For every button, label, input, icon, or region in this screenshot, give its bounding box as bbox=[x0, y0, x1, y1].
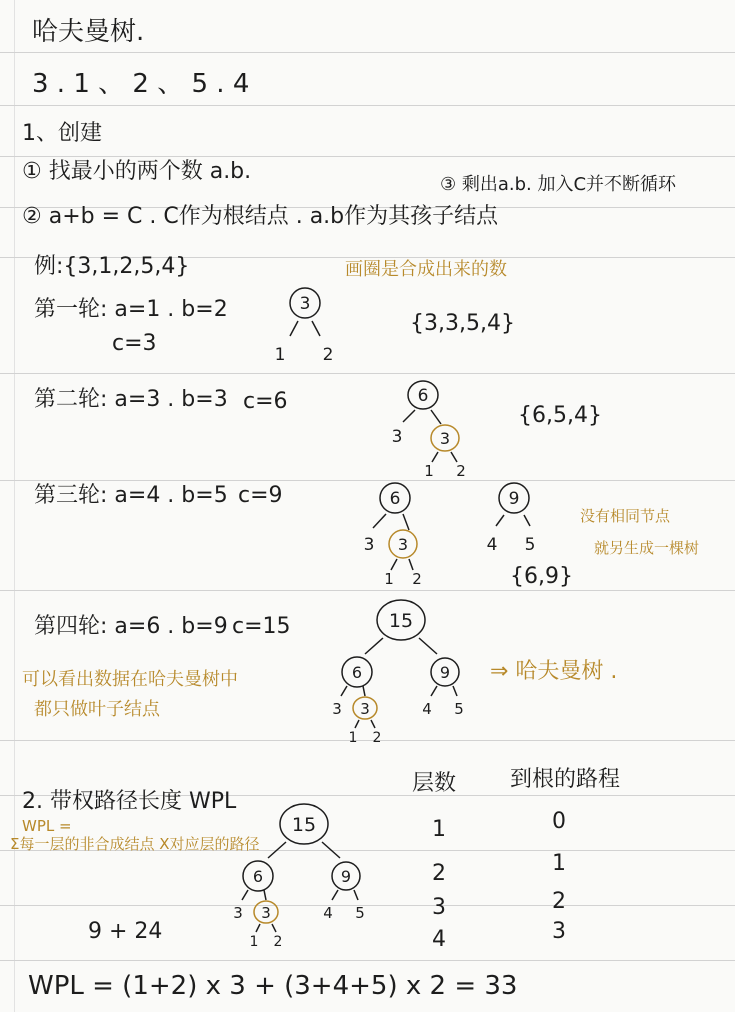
step3-text: ③ 剩出a.b. 加入C并不断循环 bbox=[440, 174, 677, 195]
section1-heading: 1、创建 bbox=[22, 121, 102, 146]
tree-node-value: 6 bbox=[389, 489, 401, 509]
tree-node-value: 5 bbox=[355, 904, 365, 922]
note-circled: 画圈是合成出来的数 bbox=[345, 259, 507, 280]
note-no-common-2: 就另生成一棵树 bbox=[594, 539, 700, 557]
tree-edge bbox=[409, 559, 413, 570]
tree-node-value: 3 bbox=[391, 427, 403, 447]
tree-node-value: 6 bbox=[351, 663, 363, 682]
tree-node-value: 5 bbox=[524, 535, 536, 555]
tree-node-value: 1 bbox=[384, 570, 394, 588]
tree-node-value: 4 bbox=[486, 535, 498, 555]
step1-text: ① 找最小的两个数 a.b. bbox=[22, 159, 252, 184]
tree-node-value: 9 bbox=[508, 489, 520, 509]
tree-round4 bbox=[325, 596, 485, 746]
tree-node-value: 2 bbox=[412, 570, 422, 588]
wpl-formula: WPL = (1+2) x 3 + (3+4+5) x 2 = 33 bbox=[28, 971, 518, 1001]
tree-node-value: 3 bbox=[363, 535, 375, 555]
tree-edge bbox=[431, 410, 441, 424]
tree-edge bbox=[354, 890, 358, 900]
tree-edge bbox=[312, 321, 320, 336]
tree-edge bbox=[453, 686, 457, 696]
tree-node-value: 1 bbox=[249, 934, 259, 950]
tree-node-value: 15 bbox=[291, 814, 317, 836]
round1-set: {3,3,5,4} bbox=[410, 311, 515, 336]
tree-node-value: 2 bbox=[456, 462, 466, 480]
tree-edge bbox=[365, 638, 383, 654]
round3-c: c=9 bbox=[238, 483, 283, 508]
notebook-rule bbox=[0, 105, 735, 106]
tree-node-value: 6 bbox=[417, 386, 429, 406]
tree-round2 bbox=[385, 378, 485, 478]
tree-edge bbox=[451, 452, 457, 462]
note-leaves-2: 都只做叶子结点 bbox=[34, 699, 160, 720]
round2-set: {6,5,4} bbox=[518, 403, 602, 428]
tree-edge bbox=[332, 890, 338, 900]
path-value: 3 bbox=[552, 919, 566, 944]
tree-round3-left bbox=[355, 478, 455, 588]
round3-label: 第三轮: a=4 . b=5 bbox=[34, 483, 228, 508]
wpl-def-2: Σ每一层的非合成结点 X对应层的路径 bbox=[10, 835, 260, 853]
notebook-rule bbox=[0, 960, 735, 961]
arrow-result: ⇒ 哈夫曼树 . bbox=[490, 659, 618, 684]
tree-edge bbox=[242, 890, 248, 900]
tree-node-value: 1 bbox=[348, 730, 358, 746]
round2-label: 第二轮: a=3 . b=3 bbox=[34, 387, 228, 412]
tree-edge bbox=[419, 638, 437, 654]
tree-edge bbox=[431, 686, 437, 696]
tree-node-value: 4 bbox=[422, 700, 432, 718]
tree-edge bbox=[432, 452, 438, 462]
round1-label: 第一轮: a=1 . b=2 bbox=[34, 297, 228, 322]
col-levels: 层数 bbox=[412, 771, 457, 796]
tree-edge bbox=[496, 515, 504, 526]
level-value: 3 bbox=[432, 895, 446, 920]
tree-node-value: 3 bbox=[299, 294, 311, 314]
tree-node-value: 15 bbox=[388, 610, 414, 632]
tree-edge bbox=[373, 514, 386, 528]
wpl-def-1: WPL = bbox=[22, 817, 72, 835]
tree-node-value: 2 bbox=[322, 345, 334, 365]
round3-set: {6,9} bbox=[510, 564, 573, 589]
tree-node-value: 2 bbox=[273, 934, 283, 950]
tree-edge bbox=[363, 686, 365, 696]
tree-node-value: 5 bbox=[454, 700, 464, 718]
tree-edge bbox=[290, 321, 298, 336]
path-value: 2 bbox=[552, 889, 566, 914]
round4-c: c=15 bbox=[232, 614, 291, 639]
note-leaves-1: 可以看出数据在哈夫曼树中 bbox=[22, 669, 238, 690]
tree-node-value: 4 bbox=[323, 904, 333, 922]
tree-edge bbox=[355, 720, 359, 728]
sequence-text: 3 . 1 、 2 、 5 . 4 bbox=[32, 69, 250, 99]
tree-node-value: 3 bbox=[397, 535, 409, 554]
tree-edge bbox=[371, 720, 375, 728]
round4-label: 第四轮: a=6 . b=9 bbox=[34, 614, 228, 639]
tree-node-value: 3 bbox=[233, 904, 243, 922]
page-title: 哈夫曼树. bbox=[32, 17, 145, 47]
notebook-rule bbox=[0, 52, 735, 53]
tree-round1 bbox=[260, 286, 350, 366]
tree-edge bbox=[256, 924, 260, 932]
path-value: 1 bbox=[552, 851, 566, 876]
tree-round3-right bbox=[480, 478, 560, 558]
round2-c: c=6 bbox=[243, 389, 288, 414]
col-path: 到根的路程 bbox=[510, 767, 621, 792]
tree-edge bbox=[403, 410, 415, 422]
tree-edge bbox=[391, 559, 397, 570]
tree-node-value: 9 bbox=[439, 663, 451, 682]
step2-text: ② a+b = C . C作为根结点 . a.b作为其孩子结点 bbox=[22, 204, 499, 229]
section2-heading: 2. 带权路径长度 WPL bbox=[22, 789, 237, 814]
notebook-rule bbox=[0, 373, 735, 374]
tree-node-value: 9 bbox=[340, 867, 352, 886]
path-value: 0 bbox=[552, 809, 566, 834]
notebook-margin-line bbox=[14, 0, 15, 1012]
notebook-rule bbox=[0, 590, 735, 591]
tree-edge bbox=[524, 515, 530, 526]
tree-node-value: 3 bbox=[360, 700, 370, 718]
tree-node-value: 2 bbox=[372, 730, 382, 746]
tree-edge bbox=[403, 514, 409, 530]
tree-wpl bbox=[228, 800, 388, 950]
tree-node-value: 3 bbox=[261, 904, 271, 922]
tree-edge bbox=[264, 890, 266, 900]
tree-node-value: 3 bbox=[332, 700, 342, 718]
level-value: 2 bbox=[432, 861, 446, 886]
tree-edge bbox=[322, 842, 340, 858]
tree-node-value: 3 bbox=[439, 429, 451, 448]
tree-edge bbox=[341, 686, 347, 696]
tree-node-value: 1 bbox=[274, 345, 286, 365]
tree-edge bbox=[268, 842, 286, 858]
tree-edge bbox=[272, 924, 276, 932]
example-set: 例:{3,1,2,5,4} bbox=[34, 254, 190, 279]
notebook-rule bbox=[0, 156, 735, 157]
note-no-common-1: 没有相同节点 bbox=[580, 507, 671, 525]
level-value: 4 bbox=[432, 927, 446, 952]
side-sum: 9 + 24 bbox=[88, 919, 163, 944]
tree-node-value: 6 bbox=[252, 867, 264, 886]
round1-c: c=3 bbox=[112, 331, 157, 356]
tree-node-value: 1 bbox=[424, 462, 434, 480]
level-value: 1 bbox=[432, 817, 446, 842]
